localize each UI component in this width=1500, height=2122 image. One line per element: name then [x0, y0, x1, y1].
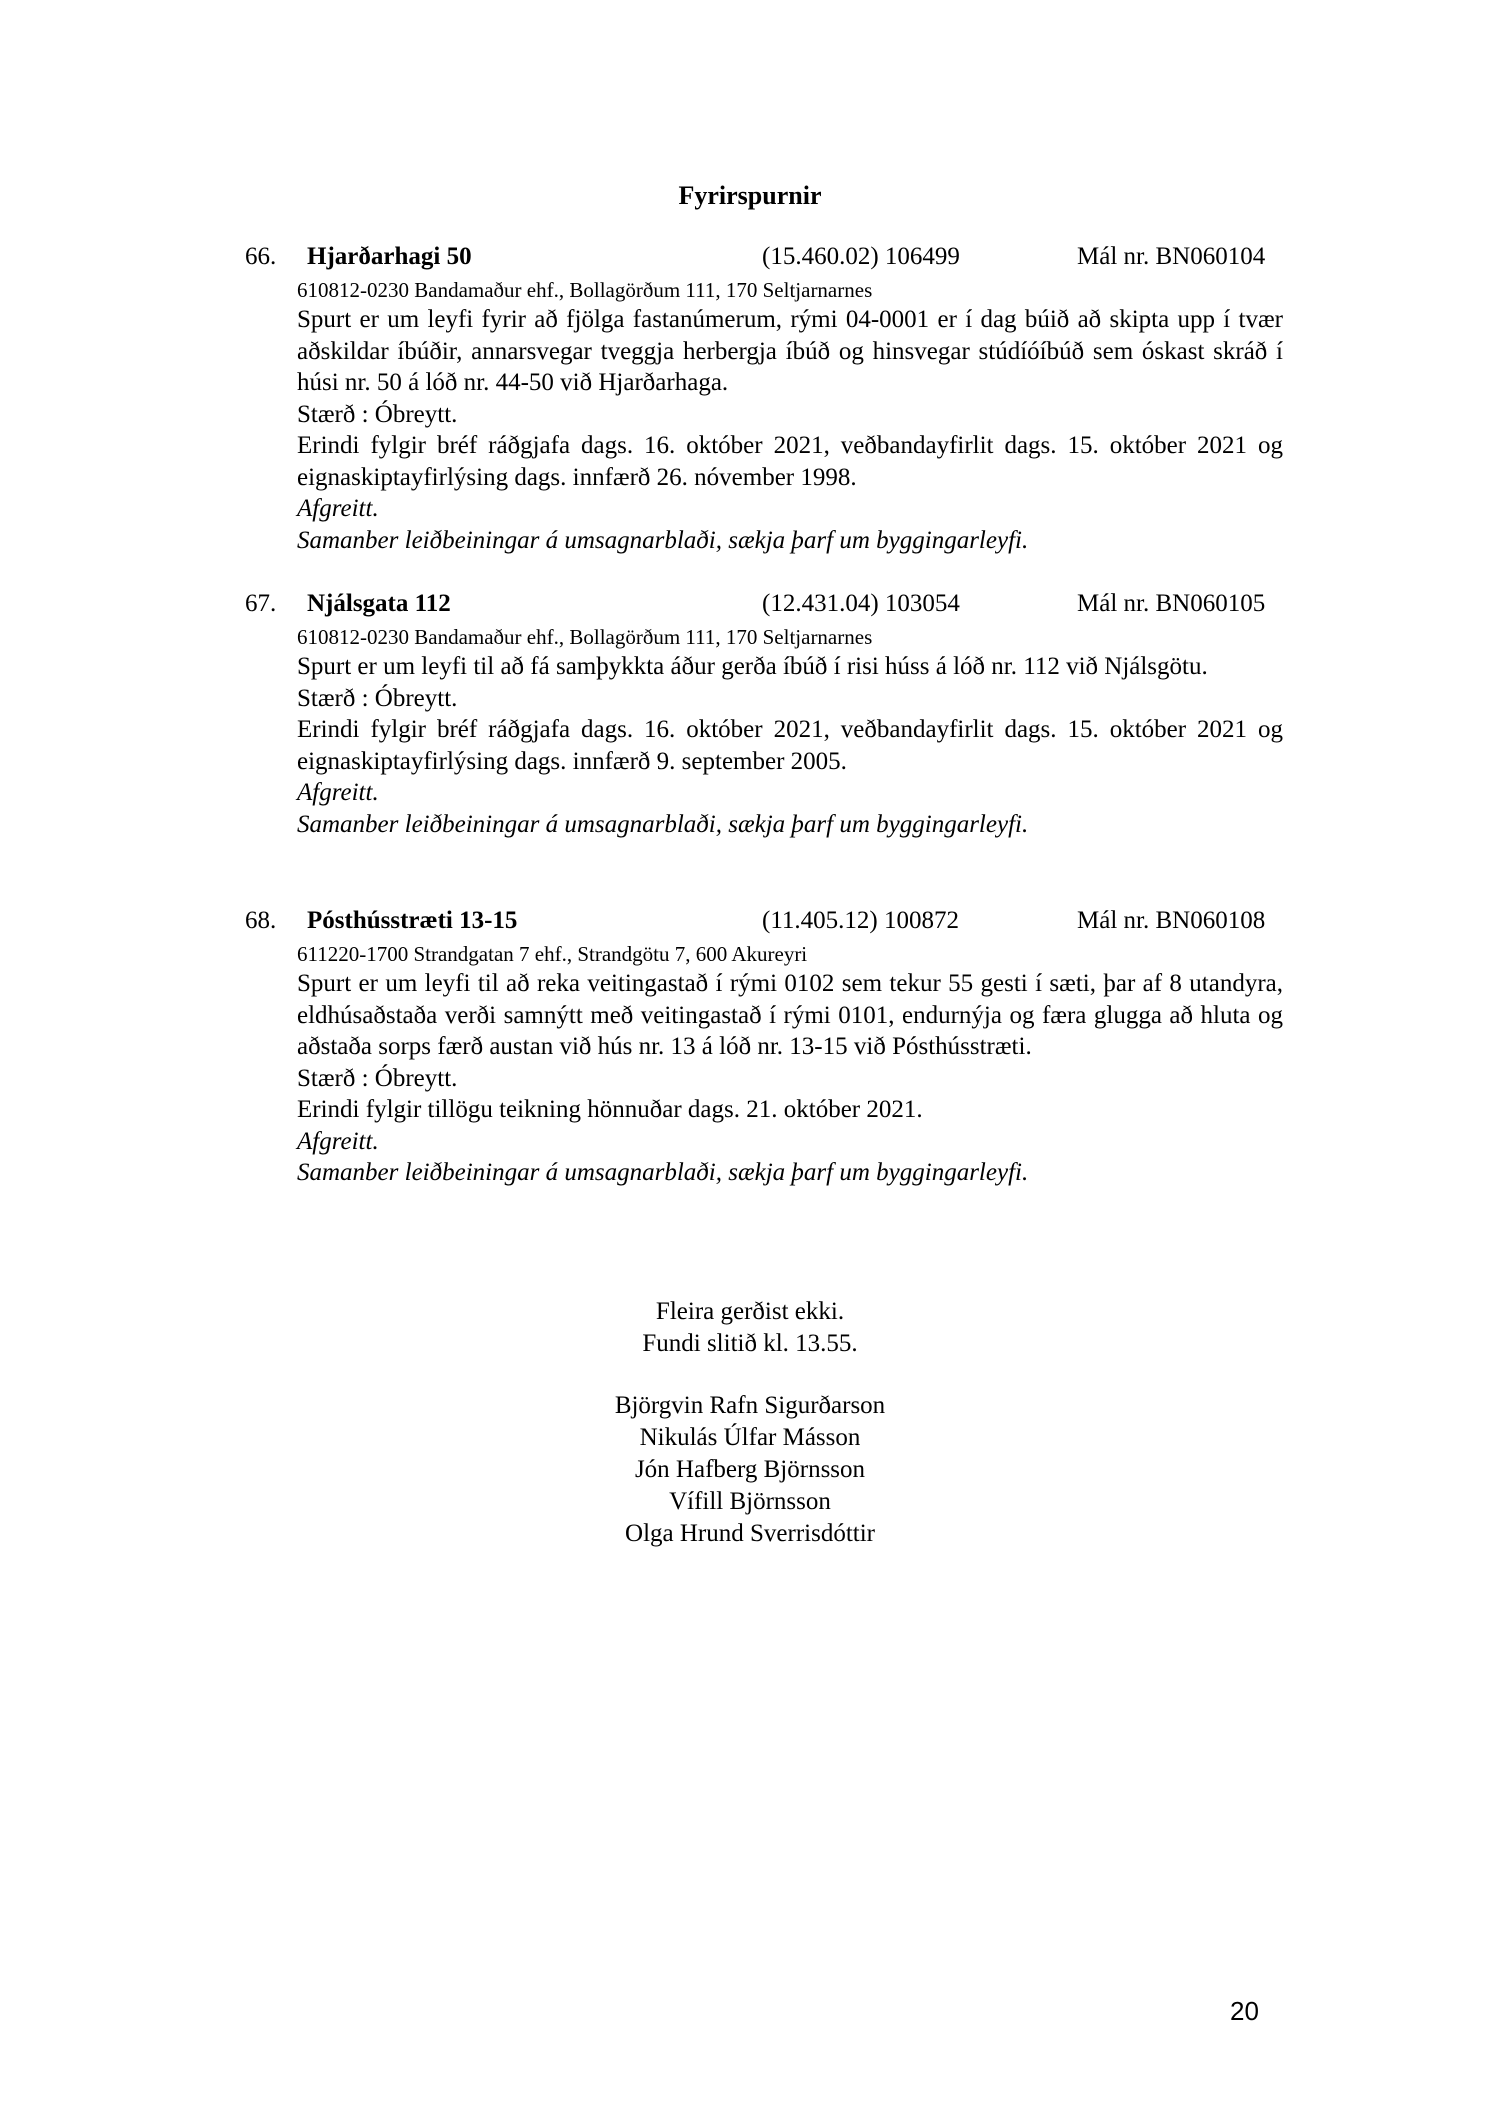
- case-status: Afgreitt.: [297, 1127, 379, 1155]
- case-attachments: Erindi fylgir bréf ráðgjafa dags. 16. október 2021, veðbandayfirlit dags. 15. október 2021 og eignaskiptayfirlýsing dags. innfærð 26. nóvember 1998.: [297, 432, 1283, 491]
- case-header: [0, 590, 1500, 624]
- case-land-id: (12.431.04) 103054: [762, 590, 960, 617]
- case-applicant: 610812-0230 Bandamaður ehf., Bollagörðum 111, 170 Seltjarnarnes: [297, 278, 873, 302]
- case-status: Afgreitt.: [297, 495, 379, 522]
- signer-name: Olga Hrund Sverrisdóttir: [625, 1520, 875, 1547]
- case-status: Afgreitt.: [297, 779, 379, 806]
- case-reference-number: Mál nr. BN060108: [1077, 907, 1266, 934]
- case-item: [0, 243, 1500, 556]
- case-size: Stærð : Óbreytt.: [297, 1064, 458, 1092]
- closing-line: Fleira gerðist ekki.: [655, 1298, 845, 1325]
- case-description: Spurt er um leyfi til að reka veitingastað í rými 0102 sem tekur 55 gesti í sæti, þar af 8 utandyra, eldhúsaðstaða verði samnýtt með veitingastað í rými 0101, endurnýja og færa glugga að hluta og aðstaða sorps færð austan við hús nr. 13 á lóð nr. 13-15 við Pósthússtræti.: [297, 970, 1283, 1060]
- case-land-id: (15.460.02) 106499: [762, 243, 960, 270]
- case-applicant: 611220-1700 Strandgatan 7 ehf., Strandgötu 7, 600 Akureyri: [297, 942, 808, 966]
- case-attachments: Erindi fylgir tillögu teikning hönnuðar dags. 21. október 2021.: [297, 1096, 923, 1123]
- case-number: 68.: [245, 907, 277, 934]
- case-header: [0, 907, 1500, 941]
- case-reference-number: Mál nr. BN060105: [1077, 590, 1266, 617]
- signer-name: Nikulás Úlfar Másson: [639, 1424, 861, 1451]
- case-attachments: Erindi fylgir bréf ráðgjafa dags. 16. október 2021, veðbandayfirlit dags. 15. október 2021 og eignaskiptayfirlýsing dags. innfærð 9. september 2005.: [297, 716, 1283, 775]
- case-body: [297, 941, 1283, 1189]
- signer-name: Jón Hafberg Björnsson: [634, 1456, 866, 1483]
- signers-list: [0, 1390, 1500, 1550]
- case-address: Hjarðarhagi 50: [307, 243, 472, 270]
- case-note: Samanber leiðbeiningar á umsagnarblaði, sækja þarf um byggingarleyfi.: [297, 810, 1029, 838]
- case-description: Spurt er um leyfi fyrir að fjölga fastanúmerum, rými 04-0001 er í dag búið að skipta upp í tvær aðskildar íbúðir, annarsvegar tveggja herbergja íbúð og hinsvegar stúdíóíbúð sem óskast skráð í húsi nr. 50 á lóð nr. 44-50 við Hjarðarhaga.: [297, 306, 1283, 396]
- case-address: Njálsgata 112: [307, 590, 451, 617]
- signer-name: Björgvin Rafn Sigurðarson: [614, 1392, 886, 1419]
- case-size: Stærð : Óbreytt.: [297, 400, 458, 428]
- case-land-id: (11.405.12) 100872: [762, 907, 959, 934]
- closing-line: Fundi slitið kl. 13.55.: [642, 1329, 858, 1357]
- case-reference-number: Mál nr. BN060104: [1077, 243, 1266, 270]
- case-item: [0, 590, 1500, 840]
- case-note: Samanber leiðbeiningar á umsagnarblaði, sækja þarf um byggingarleyfi.: [297, 1159, 1029, 1186]
- case-applicant: 610812-0230 Bandamaður ehf., Bollagörðum 111, 170 Seltjarnarnes: [297, 625, 873, 649]
- page-number: 20: [1230, 1996, 1259, 2026]
- case-item: [0, 907, 1500, 1189]
- case-number: 66.: [245, 243, 277, 270]
- case-number: 67.: [245, 590, 277, 617]
- case-body: [297, 624, 1283, 840]
- closing-remarks: [0, 1296, 1500, 1359]
- section-title: Fyrirspurnir: [678, 181, 822, 210]
- signer-name: Vífill Björnsson: [669, 1488, 831, 1515]
- case-size: Stærð : Óbreytt.: [297, 684, 458, 712]
- case-header: [0, 243, 1500, 277]
- case-body: [297, 277, 1283, 556]
- case-description: Spurt er um leyfi til að fá samþykkta áður gerða íbúð í risi húss á lóð nr. 112 við Njálsgötu.: [297, 653, 1208, 680]
- case-address: Pósthússtræti 13-15: [307, 907, 518, 934]
- case-note: Samanber leiðbeiningar á umsagnarblaði, sækja þarf um byggingarleyfi.: [297, 526, 1029, 554]
